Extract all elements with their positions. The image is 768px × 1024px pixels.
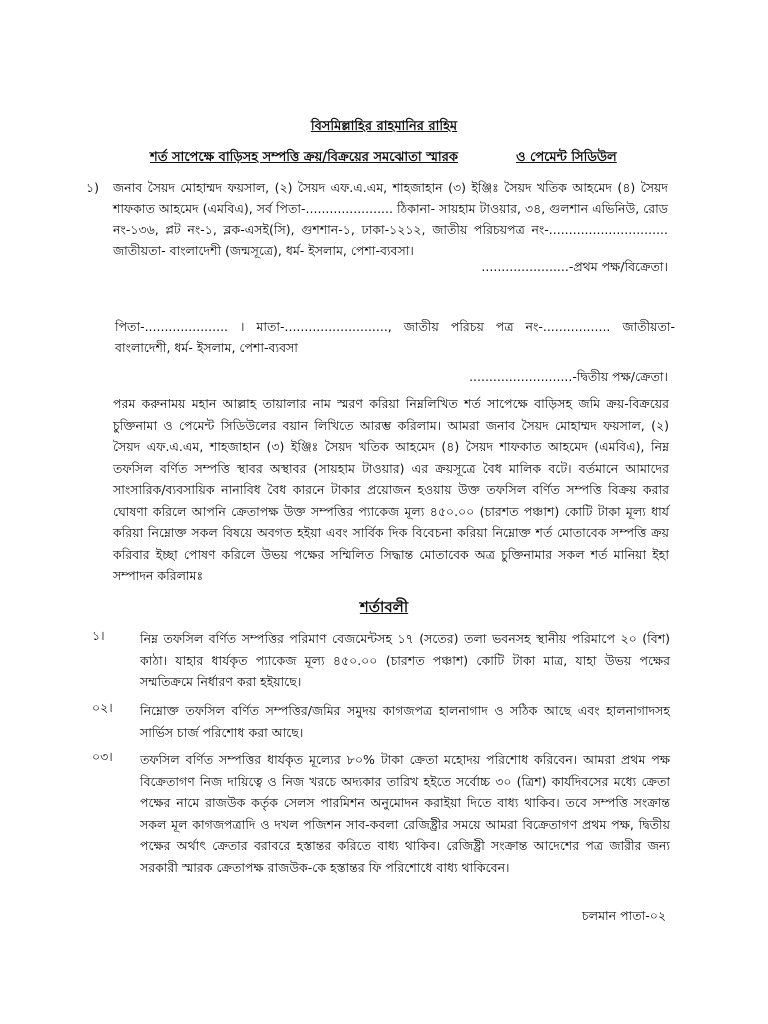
document-subtitle [150,148,630,169]
subtitle-left: শর্ত সাপেক্ষে বাড়িসহ সম্পত্তি ক্রয়/বিক্রয়ের সমঝোতা স্মারক [150,150,458,165]
first-party-block [86,177,668,261]
first-party-number: ১) [86,180,99,195]
clause-number: ১। [92,628,105,643]
clause-text: তফসিল বর্ণিত সম্পত্তির ধার্যকৃত মূল্যের ৮০% টাকা ক্রেতা মহোদয় পরিশোধ করিবেন। আমরা প্রথম পক্ষ বিক্রেতাগণ নিজ দায়িত্বে ও নিজ খরচে অদ্যকার তারিখ হইতে সর্বোচ্চ ৩০ (ত্রিশ) কার্যদিবসের মধ্যে ক্রেতা পক্ষের নামে রাজউক কর্তৃক সেলস পারমিশন অনুমোদন করাইয়া দিতে বাধ্য থাকিব। তবে সম্পত্তি সংক্রান্ত সকল মূল কাগজপত্রাদি ও দখল পজিশন সাব-কবলা রেজিষ্ট্রীর সময়ে আমরা বিক্রেতাগণ প্রথম পক্ষ, দ্বিতীয় পক্ষের অর্থাৎ ক্রেতার বরাবরে হস্তান্তর করিতে বাধ্য থাকিব। রেজিষ্ট্রী সংক্রান্ত আদেশের পত্র জারীর জন্য সরকারী স্মারক ক্রেতাপক্ষ রাজউক-কে হস্তান্তর ফি পরিশোধে বাধ্য থাকিবেন। [140,752,670,875]
clause-text: নিম্ন তফসিল বর্ণিত সম্পত্তির পরিমাণ বেজমেন্টসহ ১৭ (সতের) তলা ভবনসহ স্থানীয় পরিমাপে ২০ (বিশ) কাঠা। যাহার ধার্যকৃত প্যাকেজ মূল্য ৪৫০.০০ (চারশত পঞ্চাশ) কোটি টাকা মাত্র, যাহা উভয় পক্ষের সম্মতিক্রমে নির্ধারণ করা হইয়াছে। [140,631,670,689]
clause-number: ০৩। [92,749,113,764]
second-party-text: পিতা-..................... । মাতা-.........................., জাতীয় পরিচয় পত্র নং-................. জাতীয়তা- বাংলাদেশী, ধর্ম- ইসলাম, পেশা-ব্যবসা [115,319,675,355]
clause-number: ০২। [92,700,113,715]
document-heading: বিসমিল্লাহির রাহমানির রাহিম [310,119,458,134]
continued-page-footer: চলমান পাতা-০২ [582,908,666,923]
clause-text: নিম্নোক্ত তফসিল বর্ণিত সম্পত্তির/জমির সমুদয় কাগজপত্র হালনাগাদ ও সঠিক আছে এবং হালনাগাদসহ সার্ভিস চার্জ পরিশোধ করা আছে। [140,703,670,740]
conditions-heading: শর্তাবলী [359,598,409,616]
first-party-signature: ......................-প্রথম পক্ষ/বিক্রেতা। [481,259,668,274]
subtitle-right: ও পেমেন্ট সিডিউল [515,150,617,165]
second-party-signature: ..........................-দ্বিতীয় পক্ষ/ক্রেতা। [469,369,668,384]
intro-paragraph: পরম করুনাময় মহান আল্লাহ তায়ালার নাম স্মরণ করিয়া নিম্নলিখিত শর্ত সাপেক্ষে বাড়িসহ জমি ক্রয়-বিক্রয়ের চুক্তিনামা ও পেমেন্ট সিডিউলের বয়ান লিখিতে আরম্ভ করিলাম। আমরা জনাব সৈয়দ মোহাম্মদ ফয়সাল, (২) সৈয়দ এফ.এ.এম, শাহজাহান (৩) ইঞ্জিঃ সৈয়দ খতিক আহমেদ (৪) সৈয়দ শাফকাত আহমেদ (এমবিএ), নিম্ন তফসিল বর্ণিত সম্পত্তি স্থাবর অস্থাবর (সায়হাম টাওয়ার) এর ক্রয়সূত্রে বৈধ মালিক বটে। বর্তমানে আমাদের সাংসারিক/ব্যবসায়িক নানাবিধ বৈধ কারনে টাকার প্রয়োজন হওয়ায় উক্ত তফসিল বর্ণিত সম্পত্তি বিক্রয় করার ঘোষণা করিলে আপনি ক্রেতাপক্ষ উক্ত সম্পত্তির প্যাকেজ মূল্য ৪৫০.০০ (চারশত পঞ্চাশ) কোটি টাকা মূল্য ধার্য করিয়া নিম্নোক্ত সকল বিষয়ে অবগত হইয়া এবং সার্বিক দিক বিবেচনা করিয়া নিম্নোক্ত শর্ত মোতাবেক সম্পত্তি ক্রয় করিবার ইচ্ছা পোষণ করিলে উভয় পক্ষের সম্মিলিত সিদ্ধান্ত মোতাবেক অত্র চুক্তিনামার সকল শর্ত মানিয়া ইহা সম্পাদন করিলামঃ [113,396,669,583]
first-party-text: জনাব সৈয়দ মোহাম্মদ ফয়সাল, (২) সৈয়দ এফ.এ.এম, শাহজাহান (৩) ইঞ্জিঃ সৈয়দ খতিক আহমেদ (৪) সৈয়দ শাফকাত আহমেদ (এমবিএ), সর্ব পিতা-...................... ঠিকানা- সায়হাম টাওয়ার, ৩৪, গুলশান এভিনিউ, রোড নং-১৩৬, প্লট নং-১, ব্লক-এসই(সি), গুশশান-১, ঢাকা-১২১২, জাতীয় পরিচয়পত্র নং-.............................. জাতীয়তা- বাংলাদেশী (জন্মসূত্রে), ধর্ম- ইসলাম, পেশা-ব্যবসা। [113,180,668,258]
